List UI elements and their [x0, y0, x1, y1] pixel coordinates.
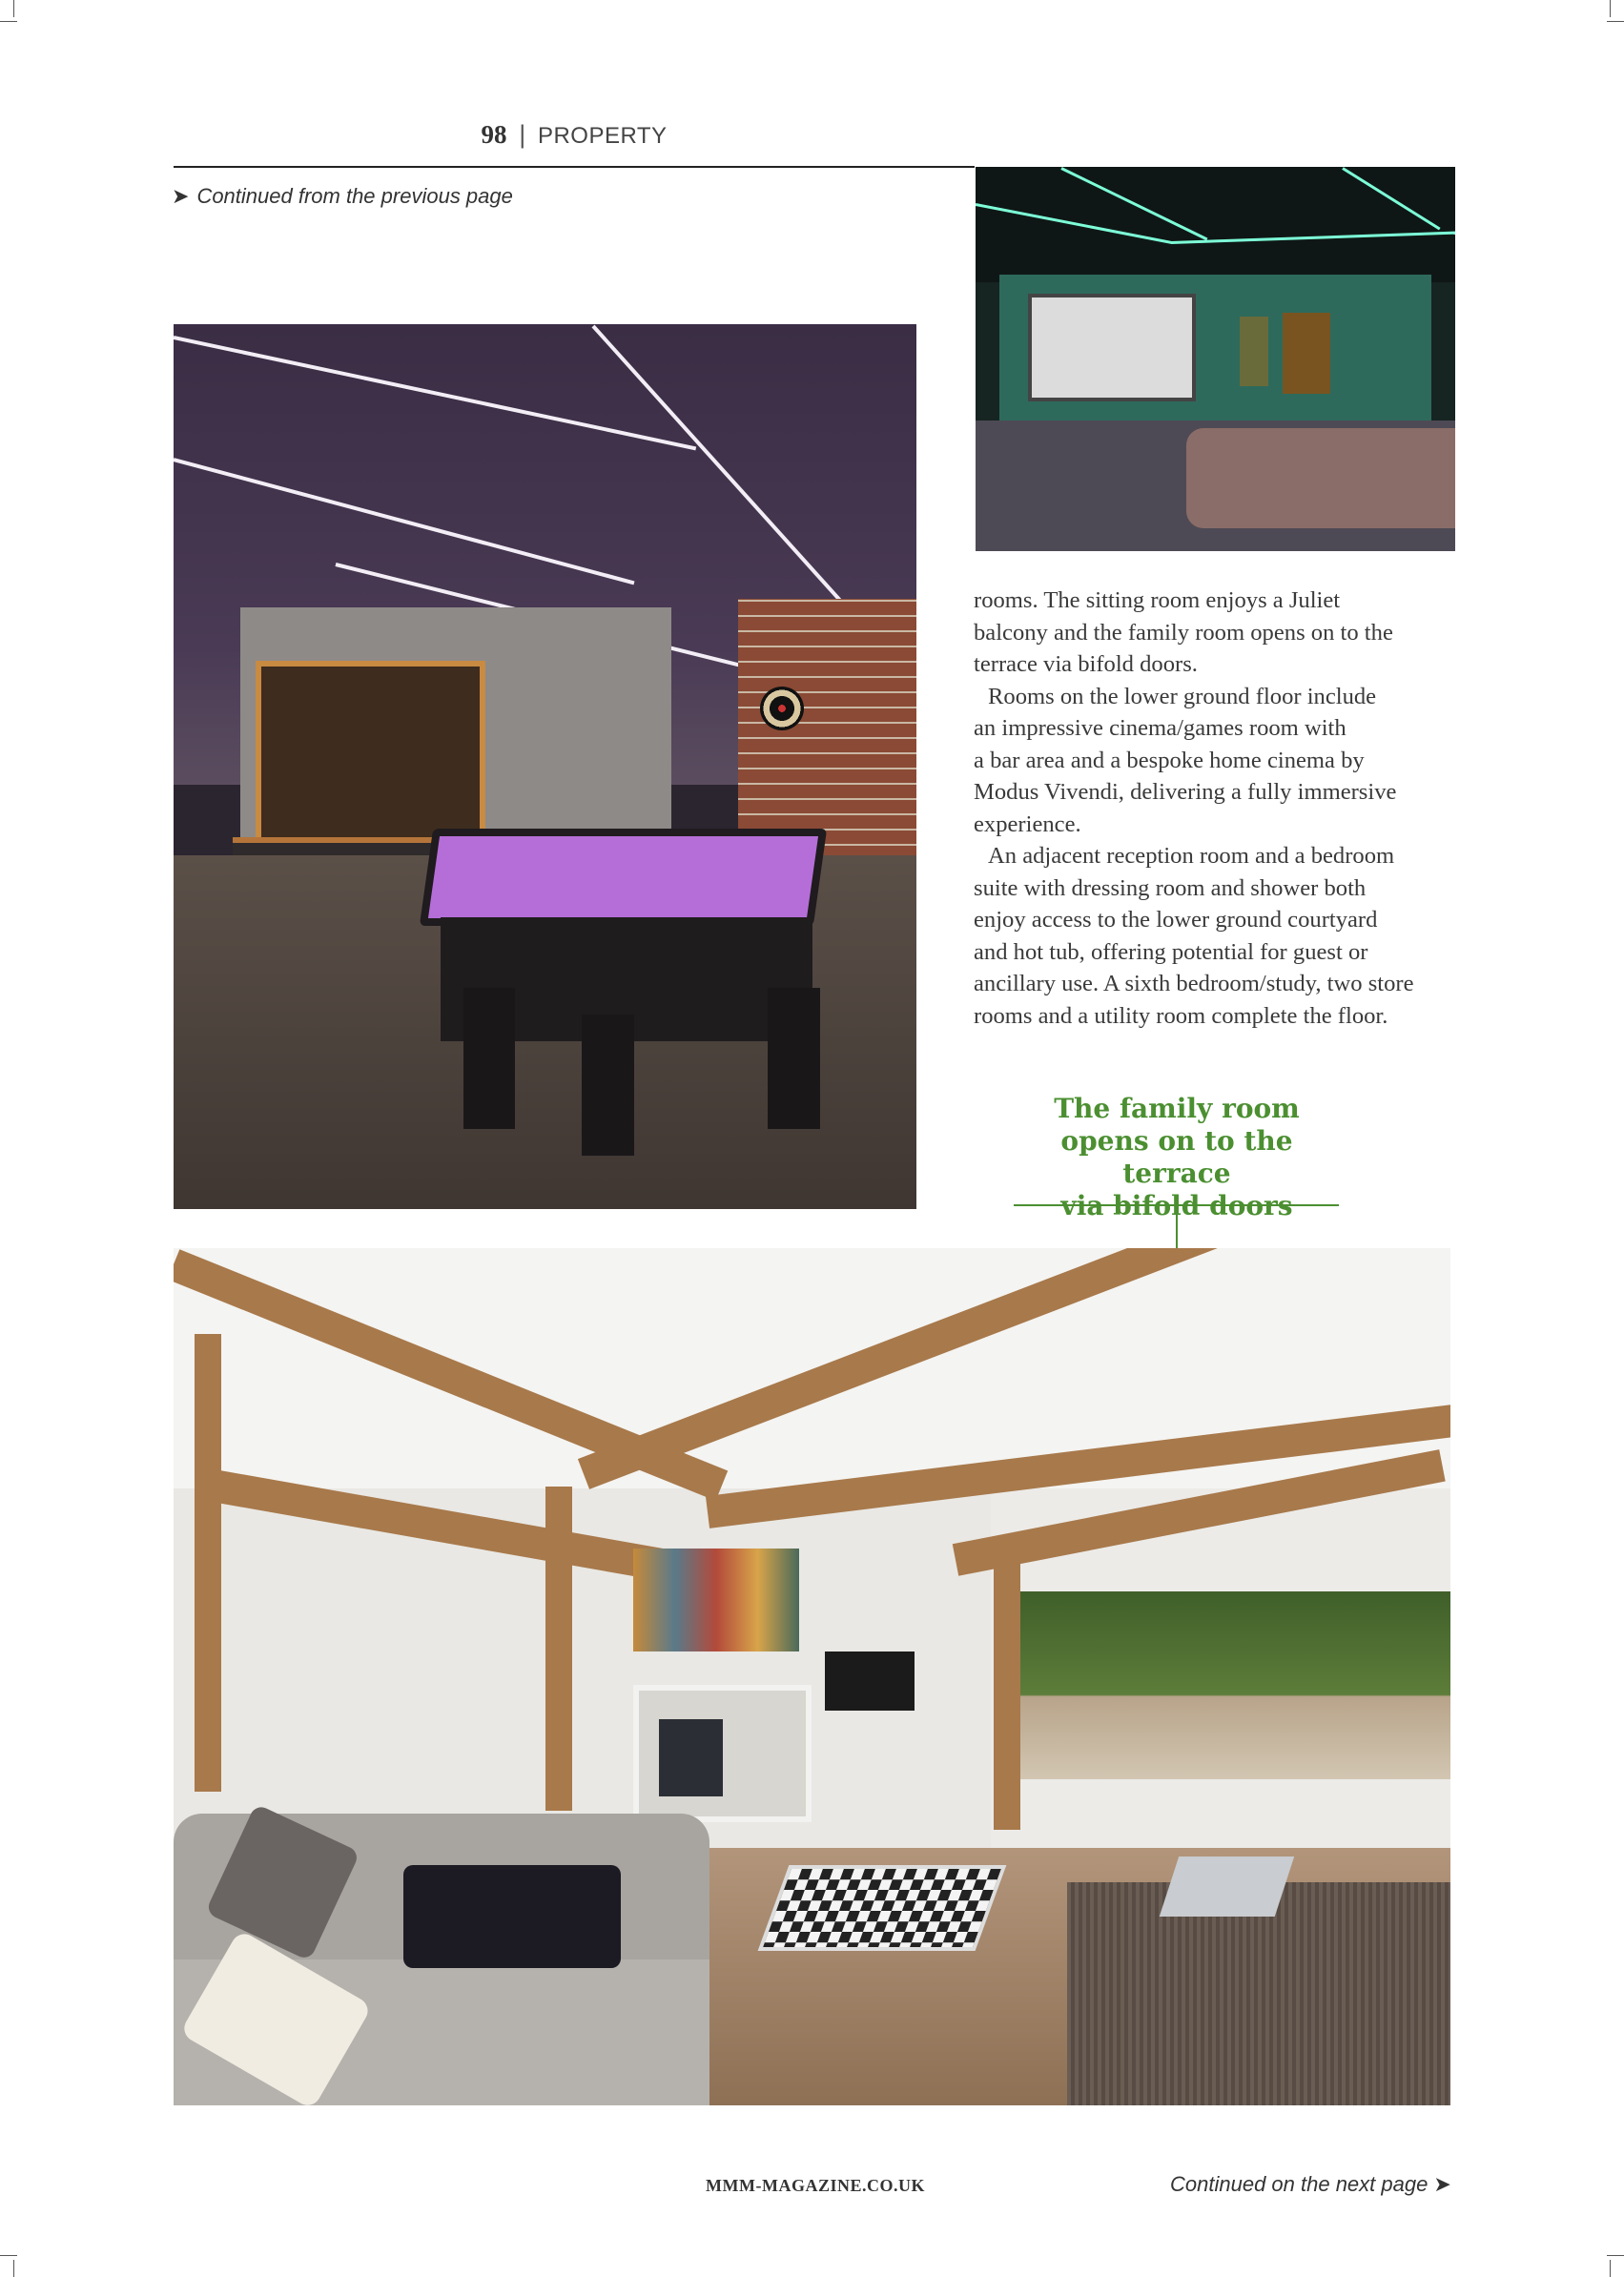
cinema-room-photo [976, 167, 1455, 551]
header-separator: | [519, 120, 526, 149]
pull-quote [1013, 1093, 1341, 1222]
body-line: a bar area and a bespoke home cinema by [974, 747, 1365, 773]
pull-quote-line: The family room [1054, 1093, 1300, 1124]
body-line: an impressive cinema/games room with [974, 715, 1346, 741]
crop-mark [0, 2255, 17, 2256]
continued-from-note [172, 184, 513, 209]
body-line: Modus Vivendi, delivering a fully immersive [974, 779, 1397, 805]
continued-next-note [1170, 2172, 1451, 2197]
body-line: rooms. The sitting room enjoys a Juliet [974, 587, 1341, 613]
games-room-photo [174, 324, 916, 1209]
body-line: and hot tub, offering potential for guest or [974, 938, 1368, 965]
arrow-right-icon: ➤ [172, 184, 190, 208]
body-line: suite with dressing room and shower both [974, 874, 1367, 901]
continued-from-text: Continued from the previous page [196, 184, 513, 208]
section-title: PROPERTY [537, 123, 668, 149]
header-rule [174, 166, 975, 168]
body-line: ancillary use. A sixth bedroom/study, two store [974, 971, 1414, 996]
crop-mark [1610, 2260, 1611, 2277]
family-room-photo [174, 1248, 1450, 2105]
article-body [974, 585, 1460, 1032]
pull-quote-line: opens on to the terrace [1060, 1125, 1293, 1189]
page-number: 98 [481, 120, 507, 149]
arrow-right-icon: ➤ [1433, 2172, 1451, 2196]
body-line: enjoy access to the lower ground courtyard [974, 907, 1378, 933]
body-line: An adjacent reception room and a bedroom [988, 843, 1395, 869]
page-header [174, 120, 975, 170]
pull-quote-line: via bifold doors [1060, 1190, 1293, 1221]
crop-mark [0, 21, 17, 22]
continued-next-text: Continued on the next page [1170, 2172, 1429, 2196]
body-line: Rooms on the lower ground floor include [988, 683, 1377, 709]
body-line: experience. [974, 810, 1081, 837]
body-line: balcony and the family room opens on to the [974, 619, 1393, 646]
crop-mark [13, 0, 14, 17]
body-line: rooms and a utility room complete the floor. [974, 1002, 1388, 1029]
footer-website: MMM-MAGAZINE.CO.UK [706, 2176, 925, 2195]
body-line: terrace via bifold doors. [974, 651, 1198, 677]
crop-mark [13, 2260, 14, 2277]
crop-mark [1607, 21, 1624, 22]
header-text [174, 120, 975, 150]
crop-mark [1607, 2255, 1624, 2256]
crop-mark [1610, 0, 1611, 17]
